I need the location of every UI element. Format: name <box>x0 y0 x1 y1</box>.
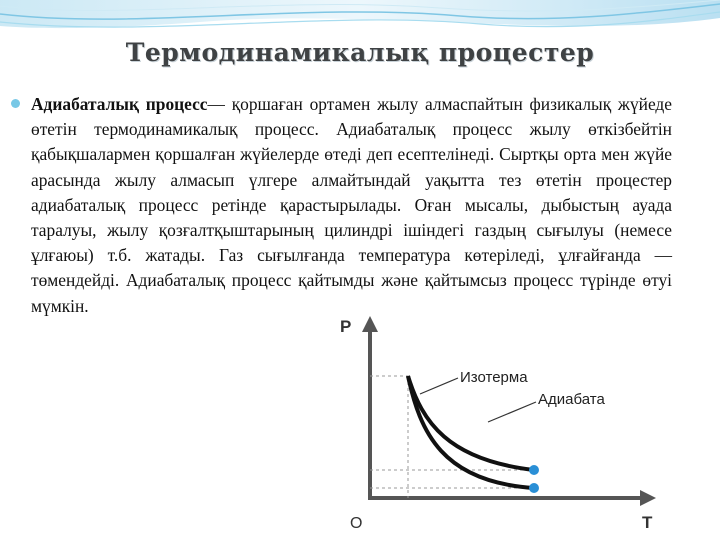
x-axis-label: T <box>642 513 653 532</box>
bullet-icon <box>11 99 20 108</box>
isotherm-pointer <box>420 378 458 394</box>
pt-diagram <box>338 312 668 534</box>
adiabat-curve <box>408 376 534 488</box>
origin-label: O <box>350 515 363 532</box>
adiabat-endpoint <box>529 483 539 493</box>
adiabat-pointer <box>488 402 536 422</box>
term-adiabatic-process: Адиабаталық процесс <box>31 94 208 114</box>
body-paragraph <box>31 92 672 319</box>
adiabat-label: Адиабата <box>538 391 605 408</box>
isotherm-curve <box>408 376 534 470</box>
isotherm-label: Изотерма <box>460 369 528 386</box>
y-axis-label: P <box>340 317 352 336</box>
x-axis-arrow-icon <box>640 490 656 506</box>
isotherm-endpoint <box>529 465 539 475</box>
y-axis-arrow-icon <box>362 316 378 332</box>
slide-title: Термодинамикалық процестер <box>125 38 595 67</box>
paragraph-text: — қоршаған ортамен жылу алмаспайтын физикалық жүйеде өтетін термодинамикалық процесс. Адиабаталық процесс жылу өткізбейтін қабықшалармен қоршалған жүйелерде өтеді деп есептелінеді. Сыртқы орта мен жүйе арасында жылу алмасып үлгере алмайтындай уақытта тез өтетін процестер адиабаталық процесс ретінде қарастырылады. Оған мысалы, дыбыстың ауада таралуы, жылу қозғалтқыштарының цилиндрі ішіндегі газдың сығылуы (немесе ұлғаюы) т.б. жатады. Газ сығылғанда температура көтеріледі, ұлғайғанда — төмендейді. Адиабаталық процесс қайтымды және қайтымсыз процесс түрінде өтуі мүмкін. <box>31 94 673 316</box>
